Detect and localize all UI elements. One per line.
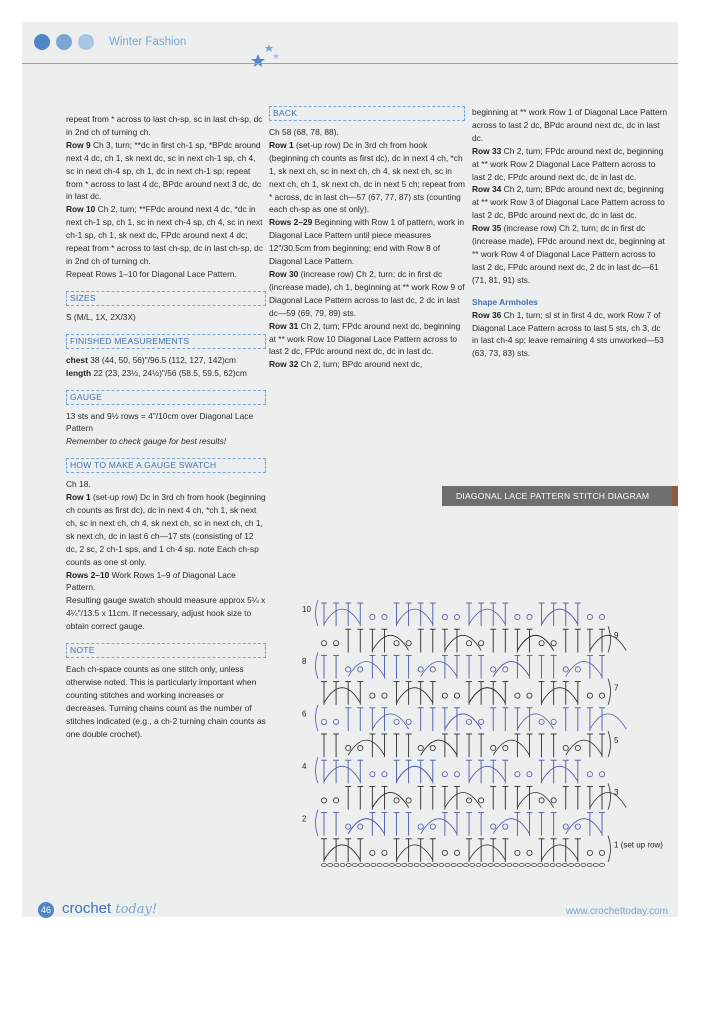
chain-loop [372,714,408,729]
paragraph-text: beginning at ** work Row 1 of Diagonal Lace Pattern across to last 2 dc, BPdc around next dc, dc in last dc. [472,107,668,143]
chain-loop [566,819,602,834]
sc-stitch [406,719,411,724]
sc-stitch [515,772,520,777]
diagram-title: DIAGONAL LACE PATTERN STITCH DIAGRAM [456,491,650,501]
sc-stitch [466,798,471,803]
foundation-chain [569,864,574,867]
row-lead: Row 30 [269,268,299,279]
paragraph-text: Ch 2, turn; BPdc around next dc, [298,359,423,370]
brand-logo [62,900,157,917]
section-title: Winter Fashion [109,36,187,48]
gauge-text: 13 sts and 9½ rows = 4"/10cm over Diagonal Lace Pattern [66,410,254,434]
sc-stitch [551,641,556,646]
row-lead: Row 31 [269,320,299,331]
website-url: www.crochettoday.com [565,906,668,917]
sc-stitch [442,693,447,698]
sc-stitch [563,824,568,829]
turning-chain [608,783,611,809]
chain-loop [493,819,529,834]
intro-paragraphs [66,113,266,281]
row-lead: Row 1 [269,139,294,150]
sc-stitch [394,641,399,646]
chain-loop [324,688,360,703]
foundation-chain [556,864,561,867]
sc-stitch [503,824,508,829]
row-label: 9 [614,630,619,640]
column-3 [472,106,668,360]
foundation-chain [427,864,432,867]
foundation-chain [359,864,364,867]
chain-loop [348,662,384,677]
instruction-paragraph [66,478,266,491]
instruction-paragraph [66,367,266,380]
row-lead: Rows 2–10 [66,569,110,580]
sc-stitch [346,824,351,829]
sc-stitch [394,798,399,803]
chain-loop [517,635,553,650]
paragraph-text: Ch 1, turn; sl st in first 4 dc, work Row 7 of Diagonal Lace Pattern across to last 5 sts, ch 3, dc in last ch-4 sp; leave remaining 4 sts unworked—53 (63, 73, 83) sts. [472,309,664,359]
foundation-chain [513,864,518,867]
paragraph-text: Ch 2, turn; BPdc around next dc, beginning at ** work Row 3 of Diagonal Lace Pattern across to last 2 dc, BPdc around next dc, dc in last dc. [472,184,665,221]
sc-stitch [418,667,423,672]
sc-stitch [370,850,375,855]
paragraph-text: Resulting gauge swatch should measure approx 5¼ x 4¼"/13.5 x 11cm. If necessary, adjust hook size to obtain correct gauge. [66,595,266,632]
finished-measurements [66,354,266,380]
header-rule [22,63,678,64]
paragraph-text: Work Rows 1–9 of Diagonal Lace Pattern. [66,569,236,593]
sc-stitch [394,719,399,724]
chain-loop [469,845,505,860]
sc-stitch [382,614,387,619]
instruction-paragraph [269,139,465,216]
sc-stitch [321,719,326,724]
chain-loop [372,793,408,808]
foundation-chain [464,864,469,867]
paragraph-text: Beginning with Row 1 of pattern, work in Diagonal Lace Pattern until piece measures 12"/30.5cm from beginning; end with Row 8 of Diagonal Lace Pattern. [269,217,465,267]
brand-script: today! [115,902,158,917]
sizes-text: S (M/L, 1X, 2X/3X) [66,311,136,322]
foundation-chain [581,864,586,867]
sc-stitch [599,850,604,855]
row-label: 2 [302,814,307,824]
sc-stitch [370,772,375,777]
sc-stitch [527,772,532,777]
sc-stitch [539,798,544,803]
chain-loop [542,609,578,624]
turning-chain [316,600,319,626]
sc-stitch [346,667,351,672]
turning-chain [608,626,611,652]
foundation-chain [525,864,530,867]
sc-stitch [551,719,556,724]
sc-stitch [333,798,338,803]
sc-stitch [479,798,484,803]
chain-loop [469,766,505,781]
foundation-chain [371,864,376,867]
foundation-chain [433,864,438,867]
foundation-chain [445,864,450,867]
row-lead: Row 10 [66,204,96,215]
instruction-paragraph [66,354,266,367]
chain-loop [372,635,408,650]
turning-chain [316,652,319,678]
sc-stitch [491,667,496,672]
foundation-chain [439,864,444,867]
instruction-paragraph [66,203,266,268]
sc-stitch [587,614,592,619]
sc-stitch [503,745,508,750]
chain-loop [421,819,457,834]
paragraph-text: Ch 18. [66,479,91,490]
foundation-chain [488,864,493,867]
chain-loop [517,714,553,729]
paragraph-text: repeat from * across to last ch-sp, sc in last ch-sp, dc in 2nd ch of turning ch. [66,114,263,137]
chain-loop [324,845,360,860]
sc-stitch [442,772,447,777]
foundation-chain [322,864,327,867]
chain-loop [348,740,384,755]
finished-measurements-heading: FINISHED MEASUREMENTS [66,334,266,349]
foundation-chain [457,864,462,867]
note-text: Each ch-space counts as one stitch only, unless otherwise noted. This is particularly important when counting stitches and working increases or decreases. Turning chains count as the number of stitches indicated (e.g., a ch-2 turning chain counts as one double crochet). [66,664,266,739]
sc-stitch [370,693,375,698]
paragraph-text: Ch 2, turn; FPdc around next dc, beginning at ** work Row 2 Diagonal Lace Pattern across to last 2 dc, FPdc around next dc, dc in last dc. [472,145,664,182]
row-lead: chest [66,354,88,365]
turning-chain [316,810,319,836]
instruction-paragraph [269,216,465,268]
chain-loop [397,609,433,624]
chain-loop [469,688,505,703]
row-label: 8 [302,657,307,667]
row-label: 5 [614,735,619,745]
sc-stitch [527,614,532,619]
foundation-chain [470,864,475,867]
sc-stitch [527,850,532,855]
paragraph-text: 38 (44, 50, 56)"/96.5 (112, 127, 142)cm [87,354,236,365]
chain-loop [517,793,553,808]
sc-stitch [563,745,568,750]
chain-loop [590,635,626,650]
row-label: 6 [302,709,307,719]
instruction-paragraph [472,222,668,287]
chain-loop [445,635,481,650]
sizes-heading: SIZES [66,291,266,306]
chain-loop [421,740,457,755]
sc-stitch [515,614,520,619]
back-heading: BACK [269,106,465,121]
column-1 [66,113,266,741]
sc-stitch [430,824,435,829]
paragraph-text: 22 (23, 23½, 24½)"/56 (58.5, 59.5, 62)cm [91,367,247,378]
sc-stitch [333,719,338,724]
gauge-note: Remember to check gauge for best results! [66,436,227,447]
row-label: 7 [614,683,619,693]
sc-stitch [599,693,604,698]
chain-loop [590,714,626,729]
sc-stitch [587,850,592,855]
header-dot [78,34,94,50]
foundation-chain [482,864,487,867]
foundation-chain [365,864,370,867]
turning-chain [316,705,319,731]
gauge-swatch-heading: HOW TO MAKE A GAUGE SWATCH [66,458,266,473]
foundation-chain [402,864,407,867]
chain-loop [397,845,433,860]
row-lead: Rows 2–29 [269,217,313,228]
gauge-heading: GAUGE [66,390,266,405]
back-instructions [269,126,465,371]
instruction-paragraph [66,491,266,568]
sc-stitch [382,772,387,777]
sc-stitch [454,850,459,855]
turning-chain [608,836,611,862]
instruction-paragraph [472,309,668,361]
sc-stitch [599,614,604,619]
paragraph-text: (increase row) Ch 2, turn; dc in first dc (increase made), FPdc around next dc, beginning at ** work Row 4 of Diagonal Lace Pattern across to last 2 dc, FPdc around next dc, 2 dc in last dc—61 (71, 81, 91) sts. [472,223,665,285]
foundation-chain [538,864,543,867]
instruction-paragraph [269,320,465,359]
chain-loop [397,766,433,781]
turning-chain [608,731,611,757]
sc-stitch [418,745,423,750]
row-lead: Row 34 [472,184,502,195]
banner-tab [672,486,678,506]
chain-loop [566,740,602,755]
paragraph-text: (set-up row) Dc in 3rd ch from hook (beginning ch counts as first dc), dc in next 4 ch, *ch 1, sk next ch, sc in next ch, ch 4, sk next ch, sc in next ch, ch 1, sk next ch, dc in next 5 ch; repeat from * across, dc in last ch—57 (67, 77, 87) sts (counting each ch-sp as one st only). [269,139,465,215]
foundation-chain [420,864,425,867]
instruction-paragraph [269,268,465,320]
sc-stitch [491,745,496,750]
foundation-chain [334,864,339,867]
stars-icon [250,42,280,68]
foundation-chain [501,864,506,867]
chain-loop [566,662,602,677]
sc-stitch [466,719,471,724]
note-heading: NOTE [66,643,266,658]
foundation-chain [383,864,388,867]
foundation-chain [377,864,382,867]
instruction-paragraph [472,183,668,222]
chain-loop [348,819,384,834]
sc-stitch [370,614,375,619]
brand-name: crochet [62,900,112,917]
sc-stitch [551,798,556,803]
foundation-chain [600,864,605,867]
sc-stitch [358,824,363,829]
header-dot [34,34,50,50]
column-2 [269,106,465,371]
foundation-chain [451,864,456,867]
diagram-banner [442,486,678,506]
foundation-chain [562,864,567,867]
chain-loop [469,609,505,624]
paragraph-text: Ch 3, turn; **dc in first ch-1 sp, *BPdc around next 4 dc, ch 1, sk next dc, sc in next ch-1 sp, ch 4, sc in next ch-4 sp, ch 1, dc in next ch-1 sp; repeat from * across to last 4 dc, BPdc around next 3 dc, dc in last dc. [66,139,262,202]
sc-stitch [333,641,338,646]
sc-stitch [321,641,326,646]
sc-stitch [539,641,544,646]
armholes-heading: Shape Armholes [472,296,538,307]
chain-loop [445,714,481,729]
paragraph-text: Repeat Rows 1–10 for Diagonal Lace Pattern. [66,268,237,279]
gauge-swatch-instructions [66,478,266,633]
instruction-paragraph [472,106,668,145]
row-lead: Row 32 [269,359,299,370]
armholes-instructions [472,309,668,361]
sc-stitch [479,719,484,724]
foundation-chain [519,864,524,867]
sc-stitch [430,667,435,672]
sc-stitch [575,667,580,672]
foundation-chain [340,864,345,867]
magazine-page [22,22,678,917]
chain-loop [445,793,481,808]
sc-stitch [454,772,459,777]
foundation-chain [408,864,413,867]
sc-stitch [454,693,459,698]
chain-loop [493,740,529,755]
row-lead: Row 1 [66,492,91,503]
sc-stitch [491,824,496,829]
sc-stitch [321,798,326,803]
sc-stitch [503,667,508,672]
foundation-chain [575,864,580,867]
sc-stitch [575,824,580,829]
row-lead: Row 9 [66,139,91,150]
chain-loop [542,766,578,781]
foundation-chain [544,864,549,867]
row-lead: Row 33 [472,145,502,156]
paragraph-text: Ch 2, turn; FPdc around next dc, beginning at ** work Row 10 Diagonal Lace Pattern across to last 2 dc, FPdc around next dc, dc in last dc. [269,320,461,357]
foundation-chain [532,864,537,867]
row-label: 3 [614,788,619,798]
sc-stitch [406,641,411,646]
instruction-paragraph [269,126,465,139]
instruction-paragraph [66,113,266,139]
sc-stitch [382,693,387,698]
paragraph-text: (increase row) Ch 2, turn; dc in first dc (increase made), ch 1, beginning at ** work Row 9 of Diagonal Lace Pattern across to last dc, 2 dc in last dc—59 (69, 79, 89) sts. [269,268,465,318]
chain-loop [397,688,433,703]
row-lead: Row 35 [472,223,502,234]
foundation-chain [593,864,598,867]
page-number: 46 [38,902,54,918]
sc-stitch [515,693,520,698]
chain-loop [493,662,529,677]
foundation-chain [587,864,592,867]
sc-stitch [454,614,459,619]
sc-stitch [539,719,544,724]
sc-stitch [515,850,520,855]
row-lead: Row 36 [472,309,502,320]
row-lead: length [66,367,92,378]
chain-loop [590,793,626,808]
sc-stitch [479,641,484,646]
chain-loop [324,609,360,624]
header-dot [56,34,72,50]
sc-stitch [358,667,363,672]
sc-stitch [587,693,592,698]
sc-stitch [466,641,471,646]
chain-loop [324,766,360,781]
foundation-chain [414,864,419,867]
sc-stitch [575,745,580,750]
instruction-paragraph [66,268,266,281]
sc-stitch [358,745,363,750]
turning-chain [608,679,611,705]
chain-loop [542,688,578,703]
instruction-paragraph [66,594,266,633]
sc-stitch [527,693,532,698]
chain-loop [542,845,578,860]
sc-stitch [442,614,447,619]
sc-stitch [346,745,351,750]
instruction-paragraph [66,569,266,595]
sc-stitch [382,850,387,855]
foundation-chain [507,864,512,867]
row-label: 4 [302,761,307,771]
sc-stitch [442,850,447,855]
foundation-chain [389,864,394,867]
stitch-diagram [290,572,672,872]
foundation-chain [328,864,333,867]
foundation-chain [494,864,499,867]
foundation-chain [550,864,555,867]
foundation-chain [396,864,401,867]
sc-stitch [599,772,604,777]
paragraph-text: (set-up row) Dc in 3rd ch from hook (beginning ch counts as first dc), dc in next 4 ch, *ch 1, sk next ch, sc in next ch, ch 4, sk next ch, sc in next ch, ch 1, sk next ch, dc in last 6 ch—17 sts (consisting of 12 dc, 2 sc, 2 ch-1 sps, and 1 ch-4 sp. note Each ch-sp counts as one st only. [66,492,266,567]
sc-stitch [563,667,568,672]
foundation-chain [346,864,351,867]
paragraph-text: Ch 58 (68, 78, 88). [269,127,339,137]
row-label: 1 (set up row) [614,840,663,850]
row-label: 10 [302,604,311,614]
paragraph-text: Ch 2, turn; **FPdc around next 4 dc, *dc in next ch-1 sp, ch 1, sc in next ch-4 sp, ch 4, sc in next ch-1 sp, ch 1, sk next dc, FPdc around next 4 dc; repeat from * across to last ch-sp, dc in last ch-sp, dc in 2nd ch of turning ch. [66,204,263,266]
instruction-paragraph [66,139,266,204]
sc-stitch [430,745,435,750]
foundation-chain [352,864,357,867]
instruction-paragraph [269,358,465,371]
foundation-chain [476,864,481,867]
back-continued [472,106,668,287]
sc-stitch [418,824,423,829]
chain-loop [421,662,457,677]
header-dots [34,34,94,50]
turning-chain [316,757,319,783]
sc-stitch [406,798,411,803]
sc-stitch [587,772,592,777]
instruction-paragraph [472,145,668,184]
